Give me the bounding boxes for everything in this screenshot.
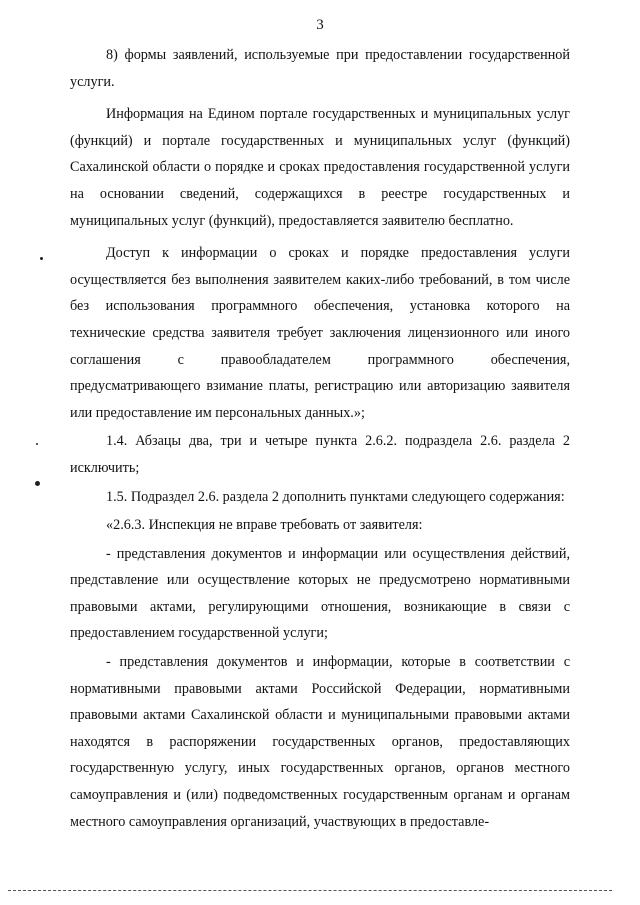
punch-dot <box>35 481 40 486</box>
paragraph-item-1-4: 1.4. Абзацы два, три и четыре пункта 2.6.2. подраздела 2.6. раздела 2 исключить; <box>70 433 570 476</box>
paragraph-list-item: - представления документов и информации, которые в соответствии с нормативными правовыми актами Российской Федерации, нормативными правовыми актами Сахалинской области и муниципальными правовыми актами находятся в распоряжении государственных органов, предоставляющих государственную услугу, иных государственных органов, органов местного самоуправления и (или) подведомственных государственным органам и органам местного самоуправления организаций, участвующих в предоставле- <box>70 654 570 830</box>
paragraph-item-1-5: 1.5. Подраздел 2.6. раздела 2 дополнить пунктами следующего содержания: <box>106 488 565 505</box>
bottom-divider <box>8 890 612 891</box>
document-body <box>70 42 570 835</box>
scan-speck <box>36 443 38 445</box>
scan-speck <box>40 257 43 260</box>
paragraph-list-item: - представления документов и информации или осуществления действий, представление или осуществление которых не предусмотрено нормативными правовыми актами, регулирующими отношения, возникающие в связи с предоставлением государственной услуги; <box>70 545 570 642</box>
paragraph-forms: 8) формы заявлений, используемые при предоставлении государственной услуги. <box>70 47 570 90</box>
paragraph-portal-info: Информация на Едином портале государственных и муниципальных услуг (функций) и портале государственных и муниципальных услуг (функций) Сахалинской области о порядке и сроках предоставления государственной услуги на основании сведений, содержащихся в реестре государственных и муниципальных услуг (функций), предоставляется заявителю бесплатно. <box>70 106 570 229</box>
page-number: 3 <box>316 17 324 33</box>
paragraph-access: Доступ к информации о сроках и порядке предоставления услуги осуществляется без выполнения заявителем каких-либо требований, в том числе без использования программного обеспечения, установка которого на технические средства заявителя требует заключения лицензионного или иного соглашения с правообладателем программного обеспечения, предусматривающего взимание платы, регистрацию или авторизацию заявителя или предоставление им персональных данных.»; <box>70 245 570 421</box>
paragraph-2-6-3: «2.6.3. Инспекция не вправе требовать от заявителя: <box>106 517 423 534</box>
